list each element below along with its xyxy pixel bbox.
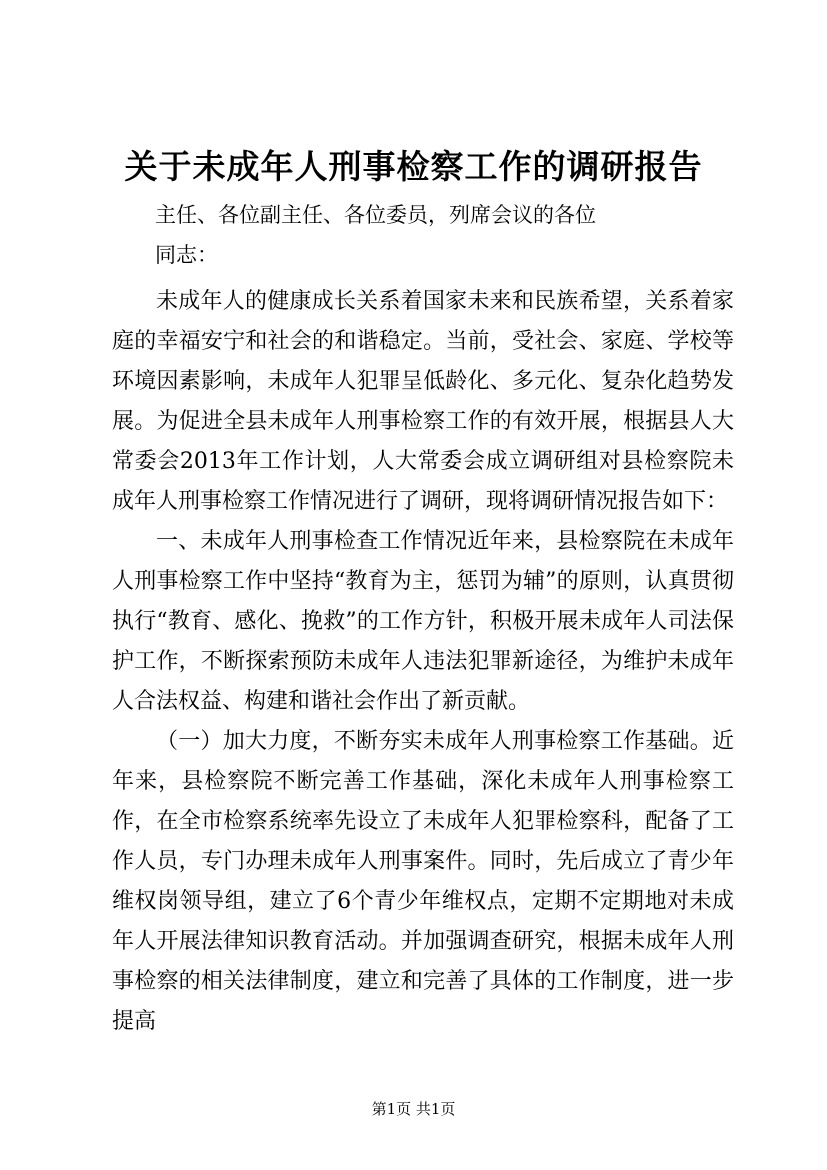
document-title: 关于未成年人刑事检察工作的调研报告 <box>124 147 703 186</box>
page-footer: 第1页 共1页 <box>371 1100 456 1118</box>
paragraph-subsection-1: （一）加大力度，不断夯实未成年人刑事检察工作基础。近年来，县检察院不断完善工作基础，深化未成年人刑事检察工作，在全市检察系统率先设立了未成年人犯罪检察科，配备了工作人员，专门办理未成年人刑事案件。同时，先后成立了青少年维权岗领导组，建立了6个青少年维权点，定期不定期地对未成年人开展法律知识教育活动。并加强调查研究，根据未成年人刑事检察的相关法律制度，建立和完善了具体的工作制度，进一步提高 <box>112 729 734 1034</box>
paragraph-section-1: 一、未成年人刑事检查工作情况近年来，县检察院在未成年人刑事检察工作中坚持“教育为主，惩罚为辅”的原则，认真贯彻执行“教育、感化、挽救”的工作方针，积极开展未成年人司法保护工作，不断探索预防未成年人违法犯罪新途径，为维护未成年人合法权益、构建和谐社会作出了新贡献。 <box>112 529 734 714</box>
document-body <box>112 282 734 1042</box>
salutation-line-2: 同志： <box>155 243 218 267</box>
paragraph-intro: 未成年人的健康成长关系着国家未来和民族希望，关系着家庭的幸福安宁和社会的和谐稳定。当前，受社会、家庭、学校等环境因素影响，未成年人犯罪呈低龄化、多元化、复杂化趋势发展。为促进全县未成年人刑事检察工作的有效开展，根据县人大常委会2013年工作计划，人大常委会成立调研组对县检察院未成年人刑事检察工作情况进行了调研，现将调研情况报告如下： <box>112 289 734 514</box>
salutation-line-1: 主任、各位副主任、各位委员，列席会议的各位 <box>155 203 596 227</box>
